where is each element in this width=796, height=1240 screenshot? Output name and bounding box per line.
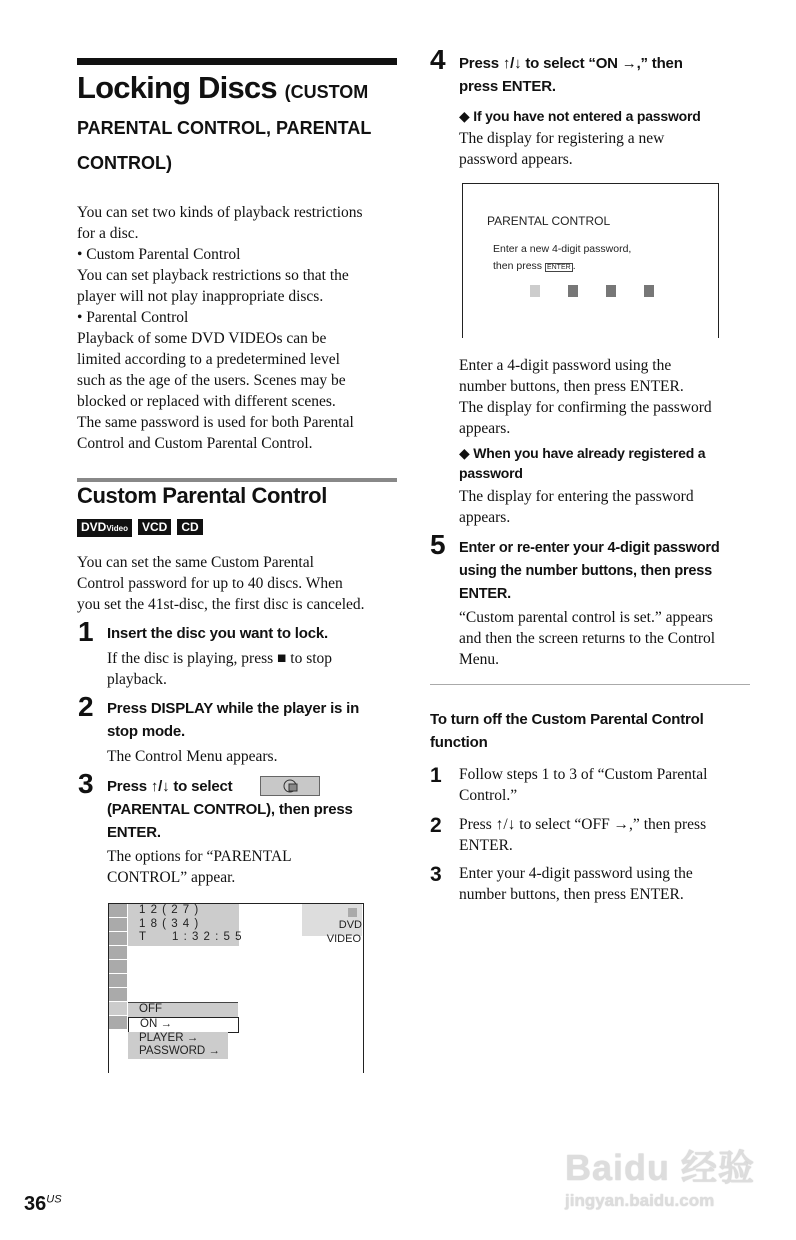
step-2-heading: Press DISPLAY while the player is in stop mode. — [107, 700, 360, 740]
option-on-selected[interactable]: ON → — [128, 1017, 239, 1033]
section-title: Custom Parental Control — [77, 483, 327, 508]
option-password[interactable]: PASSWORD → — [128, 1045, 228, 1059]
watermark-logo: Baidu 经验 jingyan.baidu.com — [565, 1147, 756, 1210]
parental-control-icon — [260, 776, 320, 796]
sub1-heading: ◆ If you have not entered a password — [459, 108, 701, 124]
section-intro: You can set the same Custom Parental Control password for up to 40 discs. When you set the 41st-disc, the first disc is canceled. — [77, 554, 365, 613]
disc-type-indicator: DVD VIDEO — [302, 904, 362, 936]
control-menu-screen — [108, 903, 364, 1073]
step-3-heading-b: (PARENTAL CONTROL), then press ENTER. — [107, 801, 353, 841]
turnoff-step-2-text: Press ↑/↓ to select “OFF →,” then press ENTER. — [459, 816, 707, 854]
step-1-heading: Insert the disc you want to lock. — [107, 625, 328, 642]
digit-1 — [530, 285, 540, 297]
step-3-number: 3 — [78, 768, 94, 799]
turnoff-step-3-number: 3 — [430, 863, 442, 886]
step-3-text: The options for “PARENTAL CONTROL” appear. — [107, 848, 292, 886]
menu-icon-column — [109, 904, 127, 1030]
step-3-heading-a: Press ↑/↓ to select — [107, 778, 233, 795]
step-2-text: The Control Menu appears. — [107, 748, 278, 765]
cd-badge: CD — [177, 519, 202, 535]
sub1-text: The display for registering a new password appears. — [459, 130, 665, 168]
digit-4 — [644, 285, 654, 297]
vcd-badge: VCD — [138, 519, 171, 535]
step-5-heading: Enter or re-enter your 4-digit password using the number buttons, then press ENTER. — [459, 540, 720, 602]
section-rule — [77, 478, 397, 482]
password-prompt-2: then press ENTER . — [493, 260, 576, 272]
step-2-number: 2 — [78, 691, 94, 722]
step-4-number: 4 — [430, 44, 446, 75]
turnoff-step-1-number: 1 — [430, 764, 442, 787]
title-rule — [77, 58, 397, 65]
disc-info: 1 2 ( 2 7 ) 1 8 ( 3 4 ) T 1 : 3 2 : 5 5 — [128, 904, 239, 946]
password-prompt: Enter a new 4-digit password, — [493, 243, 632, 255]
step-1-text: If the disc is playing, press ■ to stop playback. — [107, 650, 333, 688]
region-code: US — [46, 1193, 62, 1206]
title-sub: (CUSTOM — [284, 82, 369, 102]
option-player[interactable]: PLAYER → — [128, 1032, 228, 1046]
turnoff-heading: To turn off the Custom Parental Control function — [430, 711, 704, 751]
step-5-number: 5 — [430, 529, 446, 560]
step-5-text: “Custom parental control is set.” appears and then the screen returns to the Control Menu. — [459, 609, 716, 668]
disc-badges — [77, 518, 209, 537]
password-screen-title: PARENTAL CONTROL — [487, 214, 611, 228]
title-main: Locking Discs — [77, 70, 277, 105]
title-sub-line3: CONTROL) — [77, 153, 172, 173]
digit-2 — [568, 285, 578, 297]
sub2-heading: ◆ When you have already registered a password — [459, 445, 706, 481]
enter-key-icon: ENTER — [546, 264, 571, 271]
after-screen-text: Enter a 4-digit password using the number buttons, then press ENTER. The display for confirming the password appears. — [459, 357, 712, 437]
sub2-text: The display for entering the password appears. — [459, 488, 694, 526]
title-sub-line2: PARENTAL CONTROL, PARENTAL — [77, 118, 372, 138]
option-off[interactable]: OFF — [128, 1002, 238, 1017]
password-screen — [462, 183, 719, 338]
step-4-heading: Press ↑/↓ to select “ON →,” then press ENTER. — [459, 55, 683, 95]
intro-paragraph: You can set two kinds of playback restrictions for a disc. • Custom Parental Control You can set playback restrictions so that the player will not play inappropriate discs. • Parental Control Playback of some DVD VIDEOs can be limited according to a predetermined level such as the age of the users. Scenes may be blocked or replaced with different scenes. The same password is used for both Parental Control and Custom Parental Control. — [77, 204, 363, 452]
step-1-number: 1 — [78, 616, 94, 647]
digit-3 — [606, 285, 616, 297]
turnoff-step-1-text: Follow steps 1 to 3 of “Custom Parental Control.” — [459, 766, 708, 804]
turnoff-step-2-number: 2 — [430, 814, 442, 837]
page-number: $36^{US}$ — [24, 1193, 62, 1215]
divider — [430, 684, 750, 685]
dvd-video-badge: DVDVideo — [77, 519, 132, 537]
turnoff-step-3-text: Enter your 4-digit password using the number buttons, then press ENTER. — [459, 865, 693, 903]
page-title — [77, 70, 368, 110]
